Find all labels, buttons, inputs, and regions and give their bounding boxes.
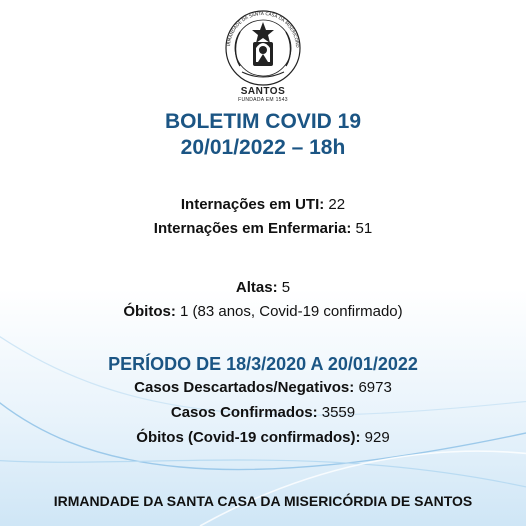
footer-institution: IRMANDADE DA SANTA CASA DA MISERICÓRDIA DE SANTOS [53,493,473,509]
stat-value: 22 [328,196,346,213]
stat-label: Altas: [235,279,278,296]
stat-value: 3559 [321,404,356,421]
period-item-descartados [0,379,526,396]
stat-label: Casos Confirmados: [170,404,318,421]
period-item-confirmados [0,404,526,421]
logo-city-name: SANTOS [240,86,286,97]
logo-founded-text: FUNDADA EM 1543 [238,97,288,103]
stat-label: Casos Descartados/Negativos: [134,379,355,396]
stat-label: Óbitos: [123,303,176,320]
seal-ring-text: IRMANDADE DA SANTA CASA DA MISERICÓRD [227,11,300,48]
stat-label: Óbitos (Covid-19 confirmados): [136,429,361,446]
bulletin-title: BOLETIM COVID 19 [164,110,362,133]
stat-value: 6973 [358,379,392,396]
stat-altas [0,279,526,296]
stat-enfermaria [0,220,526,237]
stat-value: 5 [281,279,291,296]
stat-value: 1 (83 anos, Covid-19 confirmado) [180,303,403,320]
stat-value: 929 [364,429,390,446]
period-item-obitos [0,429,526,446]
stat-uti [0,196,526,213]
bulletin-date: 20/01/2022 – 18h [180,136,346,159]
stat-obitos [0,303,526,320]
stat-label: Internações em Enfermaria: [153,220,352,237]
period-title: PERÍODO DE 18/3/2020 A 20/01/2022 [108,354,418,374]
stat-value: 51 [355,220,373,237]
stat-label: Internações em UTI: [180,196,325,213]
